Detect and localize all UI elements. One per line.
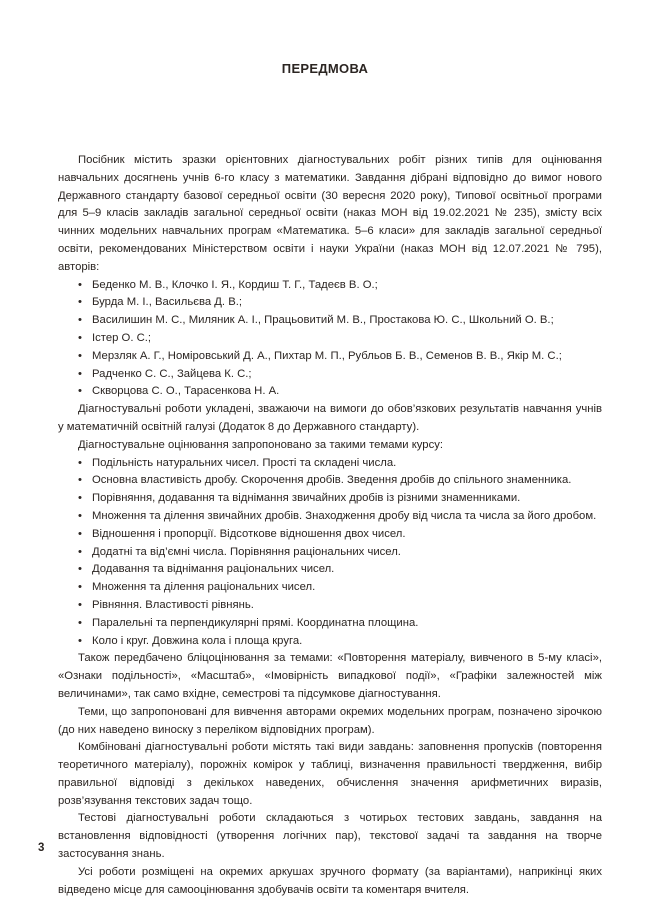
topics-list	[58, 455, 602, 651]
topic-item: • Додатні та від’ємні числа. Порівняння раціональних чисел.	[58, 544, 602, 562]
author-item: • Бурда М. І., Васильєва Д. В.;	[58, 294, 602, 312]
sheets-paragraph: Усі роботи розміщені на окремих аркушах зручного формату (за варіантами), наприкінці яких відведено місце для самооцінювання здобувачів освіти та коментаря вчителя.	[58, 865, 602, 896]
topic-item: • Рівняння. Властивості рівнянь.	[58, 597, 602, 615]
test-works-paragraph: Тестові діагностувальні роботи складаються з чотирьох тестових завдань, завдання на встановлення відповідності (утворення логічних пар), текстової задачі та завдання на творче застосування знань.	[58, 812, 602, 861]
extra-topics-paragraph: Теми, що запропоновані для вивчення авторами окремих модельних програм, позначено зірочкою (до них наведено виноску з переліком відповідних програм).	[58, 705, 602, 736]
topics-intro-paragraph: Діагностувальне оцінювання запропоновано за такими темами курсу:	[78, 438, 444, 451]
topic-item: • Відношення і пропорції. Відсоткове відношення двох чисел.	[58, 526, 602, 544]
topic-item: • Основна властивість дробу. Скорочення дробів. Зведення дробів до спільного знаменника.	[58, 472, 602, 490]
author-item: • Радченко С. С., Зайцева К. С.;	[58, 366, 602, 384]
topic-item: • Множення та ділення раціональних чисел.	[58, 579, 602, 597]
results-paragraph: Діагностувальні роботи укладені, зважаючи на вимоги до обов’язкових результатів навчання учнів у математичній освітній галузі (Додаток 8 до Державного стандарту).	[58, 403, 602, 433]
topic-item: • Додавання та віднімання раціональних чисел.	[58, 561, 602, 579]
blitz-paragraph: Також передбачено бліцоцінювання за темами: «Повторення матеріалу, вивченого в 5-му класі», «Ознаки подільності», «Масштаб», «Імовірність випадкової події», «Графіки залежностей між величинами», так само вхідне, семестрові та підсумкове діагностування.	[58, 652, 602, 700]
intro-paragraph: Посібник містить зразки орієнтовних діагностувальних робіт різних типів для оцінювання навчальних досягнень учнів 6-го класу з математики. Завдання дібрані відповідно до вимог нового Державного стандарту базової середньої освіти (30 вересня 2020 року), Типової освітньої програми для 5–9 класів закладів загальної середньої освіти (наказ МОН від 19.02.2021 № 235), змісту всіх чинних модельних навчальних програм «Математика. 5–6 класи» для закладів загальної середньої освіти, рекомендованих Міністерством освіти і науки України (наказ МОН від 12.07.2021 № 795), авторів:	[58, 154, 602, 273]
topic-item: • Порівняння, додавання та віднімання звичайних дробів із різними знаменниками.	[58, 490, 602, 508]
topic-item: • Подільність натуральних чисел. Прості та складені числа.	[58, 455, 602, 473]
author-item: • Мерзляк А. Г., Номіровський Д. А., Пихтар М. П., Рубльов Б. В., Семенов В. В., Якір М. С.;	[58, 348, 602, 366]
page-title: ПЕРЕДМОВА	[281, 61, 369, 76]
preface-body	[58, 152, 602, 899]
combined-works-paragraph: Комбіновані діагностувальні роботи містять такі види завдань: заповнення пропусків (повторення теоретичного матеріалу), порожніх комірок у таблиці, визначення правильності твердження, вибір правильної відповіді з декількох наведених, обчислення значення арифметичних виразів, розв’язування текстових задач тощо.	[58, 741, 602, 807]
author-item: • Беденко М. В., Клочко І. Я., Кордиш Т. Г., Тадеєв В. О.;	[58, 277, 602, 295]
author-item: • Василишин М. С., Миляник А. І., Працьовитий М. В., Простакова Ю. С., Школьний О. В.;	[58, 312, 602, 330]
page-number: 3	[38, 842, 45, 854]
authors-list	[58, 277, 602, 402]
topic-item: • Коло і круг. Довжина кола і площа круга.	[58, 633, 602, 651]
author-item: • Істер О. С.;	[58, 330, 602, 348]
topic-item: • Паралельні та перпендикулярні прямі. Координатна площина.	[58, 615, 602, 633]
author-item: • Скворцова С. О., Тарасенкова Н. А.	[58, 383, 602, 401]
topic-item: • Множення та ділення звичайних дробів. Знаходження дробу від числа та числа за його дробом.	[58, 508, 602, 526]
